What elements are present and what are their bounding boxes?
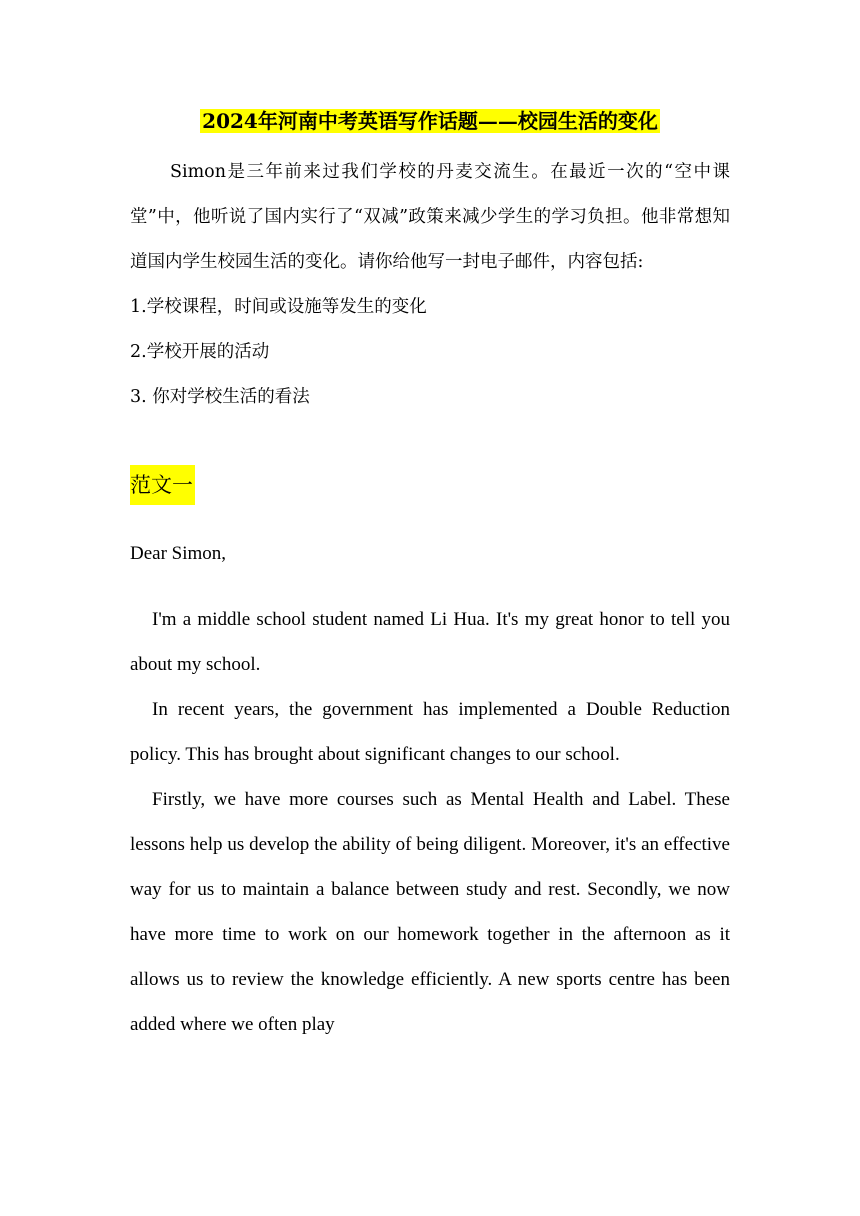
letter-paragraph-3: Firstly, we have more courses such as Mental Health and Label. These lessons help us develop the ability of being diligent. Moreover, it's an effective way for us to maintain a balance between study and rest. Secondly, we now have more time to work on our homework together in the afternoon as it allows us to review the knowledge efficiently. A new sports centre has been added where we often play (130, 789, 730, 1035)
letter-body (130, 597, 730, 1047)
sample-heading: 范文一 (130, 465, 195, 505)
document-title (0, 103, 860, 139)
salutation-text: Dear Simon, (130, 543, 227, 564)
letter-paragraph-1: I'm a middle school student named Li Hua. It's my great honor to tell you about my school. (130, 609, 730, 675)
prompt-intro: Simon是三年前来过我们学校的丹麦交流生。在最近一次的“空中课堂”中，他听说了国内实行了“双减”政策来减少学生的学习负担。他非常想知道国内学生校园生活的变化。请你给他写一封电子邮件，内容包括: (130, 162, 730, 272)
document-title-text: 2024年河南中考英语写作话题——校园生活的变化 (202, 109, 658, 133)
prompt-point-3: 3. 你对学校生活的看法 (130, 387, 310, 407)
writing-prompt (130, 150, 730, 420)
prompt-point-1: 1.学校课程，时间或设施等发生的变化 (130, 297, 427, 317)
letter-salutation (130, 531, 730, 576)
prompt-point-2: 2.学校开展的活动 (130, 342, 270, 362)
letter-paragraph-2: In recent years, the government has implemented a Double Reduction policy. This has brought about significant changes to our school. (130, 699, 730, 765)
